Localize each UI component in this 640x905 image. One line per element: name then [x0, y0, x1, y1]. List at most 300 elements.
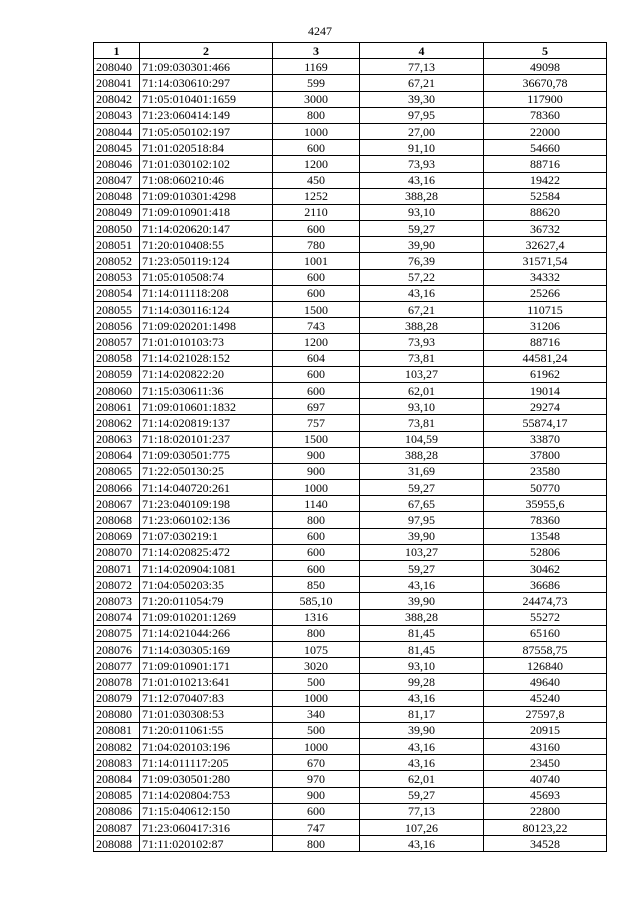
table-cell-col-1: 208049 [94, 204, 140, 220]
table-cell-col-2: 71:09:010901:171 [140, 658, 273, 674]
table-cell-col-2: 71:12:070407:83 [140, 690, 273, 706]
table-cell-col-4: 107,26 [360, 820, 484, 836]
table-row [94, 91, 607, 107]
table-cell-col-2: 71:14:030116:124 [140, 302, 273, 318]
table-cell-col-2: 71:04:020103:196 [140, 739, 273, 755]
table-cell-col-2: 71:09:010901:418 [140, 204, 273, 220]
table-cell-col-4: 43,16 [360, 577, 484, 593]
table-cell-col-4: 99,28 [360, 674, 484, 690]
table-cell-col-2: 71:14:030610:297 [140, 75, 273, 91]
table-cell-col-1: 208080 [94, 706, 140, 722]
table-cell-col-5: 88620 [484, 204, 607, 220]
table-cell-col-3: 600 [273, 269, 360, 285]
table-row [94, 415, 607, 431]
table-cell-col-5: 126840 [484, 658, 607, 674]
table-cell-col-2: 71:23:060414:149 [140, 107, 273, 123]
table-cell-col-4: 93,10 [360, 399, 484, 415]
table-row [94, 641, 607, 657]
table-row [94, 480, 607, 496]
table-cell-col-4: 73,81 [360, 415, 484, 431]
table-cell-col-5: 45693 [484, 787, 607, 803]
table-cell-col-4: 39,90 [360, 722, 484, 738]
table-row [94, 690, 607, 706]
table-cell-col-5: 36686 [484, 577, 607, 593]
table-cell-col-1: 208046 [94, 156, 140, 172]
table-cell-col-2: 71:14:040720:261 [140, 480, 273, 496]
table-cell-col-4: 59,27 [360, 480, 484, 496]
table-cell-col-3: 600 [273, 561, 360, 577]
table-cell-col-3: 1169 [273, 59, 360, 75]
table-cell-col-3: 1000 [273, 480, 360, 496]
table-cell-col-1: 208054 [94, 285, 140, 301]
table-row [94, 188, 607, 204]
column-header-4: 4 [360, 43, 484, 59]
table-cell-col-2: 71:07:030219:1 [140, 528, 273, 544]
table-row [94, 318, 607, 334]
table-cell-col-4: 43,16 [360, 690, 484, 706]
table-cell-col-1: 208047 [94, 172, 140, 188]
table-cell-col-5: 40740 [484, 771, 607, 787]
table-cell-col-2: 71:22:050130:25 [140, 463, 273, 479]
table-cell-col-1: 208044 [94, 123, 140, 139]
table-cell-col-1: 208040 [94, 59, 140, 75]
table-row [94, 674, 607, 690]
table-row [94, 447, 607, 463]
table-cell-col-5: 55874,17 [484, 415, 607, 431]
table-cell-col-5: 22800 [484, 803, 607, 819]
table-cell-col-3: 1000 [273, 123, 360, 139]
table-cell-col-3: 599 [273, 75, 360, 91]
table-cell-col-2: 71:09:030501:775 [140, 447, 273, 463]
table-row [94, 237, 607, 253]
table-cell-col-4: 39,90 [360, 237, 484, 253]
page-number: 4247 [308, 24, 332, 38]
table-cell-col-1: 208074 [94, 609, 140, 625]
table-cell-col-1: 208064 [94, 447, 140, 463]
table-row [94, 739, 607, 755]
table-row [94, 221, 607, 237]
table-cell-col-2: 71:14:011118:208 [140, 285, 273, 301]
header-row [94, 43, 607, 59]
table-cell-col-4: 388,28 [360, 318, 484, 334]
table-row [94, 771, 607, 787]
table-cell-col-3: 780 [273, 237, 360, 253]
table-cell-col-1: 208067 [94, 496, 140, 512]
table-cell-col-3: 800 [273, 625, 360, 641]
table-cell-col-1: 208086 [94, 803, 140, 819]
table-cell-col-4: 388,28 [360, 609, 484, 625]
table-cell-col-3: 600 [273, 544, 360, 560]
table-cell-col-3: 3000 [273, 91, 360, 107]
table-row [94, 706, 607, 722]
table-cell-col-5: 78360 [484, 107, 607, 123]
table-cell-col-2: 71:01:030308:53 [140, 706, 273, 722]
table-cell-col-4: 73,81 [360, 350, 484, 366]
table-cell-col-5: 61962 [484, 366, 607, 382]
table-cell-col-1: 208088 [94, 836, 140, 852]
table-cell-col-4: 93,10 [360, 658, 484, 674]
table-cell-col-4: 76,39 [360, 253, 484, 269]
table-cell-col-5: 49640 [484, 674, 607, 690]
table-cell-col-4: 43,16 [360, 755, 484, 771]
table-cell-col-4: 31,69 [360, 463, 484, 479]
table-cell-col-5: 52584 [484, 188, 607, 204]
table-row [94, 350, 607, 366]
table-cell-col-3: 600 [273, 221, 360, 237]
table-cell-col-4: 97,95 [360, 107, 484, 123]
table-cell-col-3: 1316 [273, 609, 360, 625]
table-cell-col-3: 1000 [273, 739, 360, 755]
table-cell-col-3: 757 [273, 415, 360, 431]
table-row [94, 334, 607, 350]
table-cell-col-1: 208062 [94, 415, 140, 431]
table-cell-col-1: 208084 [94, 771, 140, 787]
table-cell-col-2: 71:08:060210:46 [140, 172, 273, 188]
table-cell-col-5: 36670,78 [484, 75, 607, 91]
table-cell-col-5: 88716 [484, 156, 607, 172]
table-cell-col-3: 970 [273, 771, 360, 787]
table-cell-col-5: 55272 [484, 609, 607, 625]
table-cell-col-2: 71:04:050203:35 [140, 577, 273, 593]
table-row [94, 625, 607, 641]
table-row [94, 269, 607, 285]
table-cell-col-1: 208083 [94, 755, 140, 771]
table-cell-col-5: 43160 [484, 739, 607, 755]
table-cell-col-5: 52806 [484, 544, 607, 560]
table-row [94, 722, 607, 738]
table-cell-col-3: 600 [273, 803, 360, 819]
table-row [94, 156, 607, 172]
table-cell-col-2: 71:09:030501:280 [140, 771, 273, 787]
table-cell-col-5: 110715 [484, 302, 607, 318]
table-cell-col-1: 208065 [94, 463, 140, 479]
table-cell-col-3: 747 [273, 820, 360, 836]
table-cell-col-2: 71:14:020804:753 [140, 787, 273, 803]
table-row [94, 253, 607, 269]
table-cell-col-3: 800 [273, 836, 360, 852]
table-cell-col-4: 62,01 [360, 382, 484, 398]
table-cell-col-5: 29274 [484, 399, 607, 415]
table-row [94, 463, 607, 479]
table-cell-col-4: 77,13 [360, 59, 484, 75]
table-cell-col-4: 43,16 [360, 836, 484, 852]
table-cell-col-4: 103,27 [360, 366, 484, 382]
table-cell-col-1: 208076 [94, 641, 140, 657]
table-cell-col-4: 81,17 [360, 706, 484, 722]
table-cell-col-1: 208069 [94, 528, 140, 544]
table-row [94, 561, 607, 577]
table-cell-col-1: 208050 [94, 221, 140, 237]
table-cell-col-1: 208042 [94, 91, 140, 107]
table-cell-col-2: 71:14:020825:472 [140, 544, 273, 560]
table-cell-col-1: 208072 [94, 577, 140, 593]
table-cell-col-3: 500 [273, 722, 360, 738]
table-cell-col-5: 87558,75 [484, 641, 607, 657]
table-cell-col-3: 1075 [273, 641, 360, 657]
table-cell-col-5: 25266 [484, 285, 607, 301]
table-cell-col-5: 34528 [484, 836, 607, 852]
table-cell-col-5: 33870 [484, 431, 607, 447]
table-cell-col-5: 23450 [484, 755, 607, 771]
table-cell-col-4: 77,13 [360, 803, 484, 819]
table-row [94, 366, 607, 382]
table-cell-col-5: 45240 [484, 690, 607, 706]
table-row [94, 204, 607, 220]
table-cell-col-3: 2110 [273, 204, 360, 220]
table-cell-col-3: 1000 [273, 690, 360, 706]
table-row [94, 140, 607, 156]
table-cell-col-4: 67,65 [360, 496, 484, 512]
table-row [94, 75, 607, 91]
table-cell-col-1: 208078 [94, 674, 140, 690]
table-cell-col-2: 71:20:011054:79 [140, 593, 273, 609]
table-cell-col-2: 71:05:010401:1659 [140, 91, 273, 107]
table-cell-col-3: 340 [273, 706, 360, 722]
table-cell-col-3: 900 [273, 447, 360, 463]
table-cell-col-1: 208058 [94, 350, 140, 366]
table-cell-col-4: 93,10 [360, 204, 484, 220]
table-cell-col-2: 71:09:010301:4298 [140, 188, 273, 204]
table-cell-col-4: 103,27 [360, 544, 484, 560]
table-cell-col-3: 850 [273, 577, 360, 593]
table-row [94, 528, 607, 544]
table-cell-col-1: 208051 [94, 237, 140, 253]
table-cell-col-4: 39,90 [360, 593, 484, 609]
table-cell-col-2: 71:14:020904:1081 [140, 561, 273, 577]
table-cell-col-5: 65160 [484, 625, 607, 641]
table-cell-col-1: 208070 [94, 544, 140, 560]
table-cell-col-4: 388,28 [360, 188, 484, 204]
table-cell-col-4: 57,22 [360, 269, 484, 285]
table-cell-col-4: 97,95 [360, 512, 484, 528]
table-cell-col-5: 49098 [484, 59, 607, 75]
table-cell-col-2: 71:23:060102:136 [140, 512, 273, 528]
table-row [94, 787, 607, 803]
table-row [94, 609, 607, 625]
table-cell-col-3: 1001 [273, 253, 360, 269]
column-header-5: 5 [484, 43, 607, 59]
table-cell-col-1: 208085 [94, 787, 140, 803]
table-cell-col-3: 450 [273, 172, 360, 188]
table-cell-col-4: 59,27 [360, 561, 484, 577]
table-cell-col-1: 208053 [94, 269, 140, 285]
table-row [94, 285, 607, 301]
table-cell-col-5: 19422 [484, 172, 607, 188]
table-cell-col-3: 600 [273, 285, 360, 301]
table-cell-col-5: 23580 [484, 463, 607, 479]
table-cell-col-2: 71:14:021044:266 [140, 625, 273, 641]
table-row [94, 820, 607, 836]
table-cell-col-3: 3020 [273, 658, 360, 674]
table-cell-col-2: 71:01:010213:641 [140, 674, 273, 690]
table-cell-col-1: 208043 [94, 107, 140, 123]
table-cell-col-2: 71:20:011061:55 [140, 722, 273, 738]
table-cell-col-3: 604 [273, 350, 360, 366]
table-cell-col-2: 71:14:011117:205 [140, 755, 273, 771]
table-cell-col-3: 1252 [273, 188, 360, 204]
table-cell-col-1: 208057 [94, 334, 140, 350]
table-body [94, 59, 607, 852]
table-row [94, 755, 607, 771]
table-row [94, 382, 607, 398]
table-cell-col-3: 1200 [273, 156, 360, 172]
table-cell-col-4: 81,45 [360, 625, 484, 641]
table-cell-col-2: 71:09:020201:1498 [140, 318, 273, 334]
table-row [94, 803, 607, 819]
table-cell-col-2: 71:15:040612:150 [140, 803, 273, 819]
table-cell-col-1: 208056 [94, 318, 140, 334]
table-cell-col-3: 600 [273, 140, 360, 156]
table-cell-col-2: 71:23:060417:316 [140, 820, 273, 836]
table-cell-col-3: 1140 [273, 496, 360, 512]
table-cell-col-4: 73,93 [360, 334, 484, 350]
table-cell-col-2: 71:05:010508:74 [140, 269, 273, 285]
table-cell-col-1: 208066 [94, 480, 140, 496]
table-cell-col-4: 27,00 [360, 123, 484, 139]
table-row [94, 496, 607, 512]
table-cell-col-3: 900 [273, 787, 360, 803]
table-cell-col-4: 62,01 [360, 771, 484, 787]
table-row [94, 107, 607, 123]
table-cell-col-3: 697 [273, 399, 360, 415]
table-cell-col-2: 71:05:050102:197 [140, 123, 273, 139]
table-cell-col-2: 71:18:020101:237 [140, 431, 273, 447]
table-cell-col-1: 208055 [94, 302, 140, 318]
table-cell-col-5: 54660 [484, 140, 607, 156]
table-cell-col-3: 670 [273, 755, 360, 771]
column-header-1: 1 [94, 43, 140, 59]
table-cell-col-4: 104,59 [360, 431, 484, 447]
table-cell-col-5: 27597,8 [484, 706, 607, 722]
table-cell-col-1: 208059 [94, 366, 140, 382]
table-row [94, 836, 607, 852]
table-cell-col-2: 71:15:030611:36 [140, 382, 273, 398]
table-row [94, 59, 607, 75]
table-cell-col-4: 73,93 [360, 156, 484, 172]
table-cell-col-5: 44581,24 [484, 350, 607, 366]
table-cell-col-4: 59,27 [360, 787, 484, 803]
table-row [94, 302, 607, 318]
table-cell-col-2: 71:14:021028:152 [140, 350, 273, 366]
table-row [94, 577, 607, 593]
table-cell-col-1: 208081 [94, 722, 140, 738]
table-cell-col-1: 208079 [94, 690, 140, 706]
table-row [94, 431, 607, 447]
table-cell-col-1: 208077 [94, 658, 140, 674]
table-cell-col-1: 208061 [94, 399, 140, 415]
table-cell-col-5: 37800 [484, 447, 607, 463]
table-cell-col-5: 13548 [484, 528, 607, 544]
table-cell-col-4: 81,45 [360, 641, 484, 657]
table-cell-col-5: 32627,4 [484, 237, 607, 253]
table-row [94, 123, 607, 139]
table-cell-col-5: 22000 [484, 123, 607, 139]
table-cell-col-4: 39,30 [360, 91, 484, 107]
table-cell-col-3: 600 [273, 528, 360, 544]
table-cell-col-3: 1200 [273, 334, 360, 350]
table-cell-col-3: 743 [273, 318, 360, 334]
table-cell-col-4: 43,16 [360, 285, 484, 301]
table-cell-col-5: 20915 [484, 722, 607, 738]
table-cell-col-5: 35955,6 [484, 496, 607, 512]
table-cell-col-1: 208052 [94, 253, 140, 269]
table-cell-col-1: 208073 [94, 593, 140, 609]
table-row [94, 512, 607, 528]
table-cell-col-5: 36732 [484, 221, 607, 237]
table-cell-col-5: 50770 [484, 480, 607, 496]
table-row [94, 593, 607, 609]
table-cell-col-3: 500 [273, 674, 360, 690]
table-cell-col-5: 24474,73 [484, 593, 607, 609]
table-cell-col-3: 800 [273, 512, 360, 528]
table-cell-col-2: 71:14:020620:147 [140, 221, 273, 237]
table-cell-col-3: 1500 [273, 431, 360, 447]
table-cell-col-1: 208060 [94, 382, 140, 398]
table-cell-col-4: 43,16 [360, 739, 484, 755]
table-cell-col-4: 67,21 [360, 75, 484, 91]
table-row [94, 172, 607, 188]
table-cell-col-2: 71:14:020822:20 [140, 366, 273, 382]
table-cell-col-1: 208075 [94, 625, 140, 641]
table-cell-col-1: 208048 [94, 188, 140, 204]
table-cell-col-2: 71:11:020102:87 [140, 836, 273, 852]
table-cell-col-2: 71:23:040109:198 [140, 496, 273, 512]
table-cell-col-2: 71:09:010601:1832 [140, 399, 273, 415]
table-cell-col-4: 43,16 [360, 172, 484, 188]
table-cell-col-3: 600 [273, 366, 360, 382]
table-cell-col-5: 78360 [484, 512, 607, 528]
table-cell-col-3: 1500 [273, 302, 360, 318]
table-cell-col-2: 71:09:010201:1269 [140, 609, 273, 625]
table-cell-col-3: 600 [273, 382, 360, 398]
column-header-3: 3 [273, 43, 360, 59]
table-cell-col-5: 117900 [484, 91, 607, 107]
table-cell-col-4: 59,27 [360, 221, 484, 237]
table-cell-col-1: 208041 [94, 75, 140, 91]
table-row [94, 544, 607, 560]
table-cell-col-4: 388,28 [360, 447, 484, 463]
table-cell-col-1: 208082 [94, 739, 140, 755]
table-cell-col-2: 71:20:010408:55 [140, 237, 273, 253]
table-cell-col-2: 71:14:030305:169 [140, 641, 273, 657]
table-cell-col-5: 19014 [484, 382, 607, 398]
table-cell-col-2: 71:01:020518:84 [140, 140, 273, 156]
table-cell-col-1: 208063 [94, 431, 140, 447]
table-cell-col-2: 71:14:020819:137 [140, 415, 273, 431]
table-cell-col-5: 30462 [484, 561, 607, 577]
table-cell-col-3: 900 [273, 463, 360, 479]
table-cell-col-1: 208087 [94, 820, 140, 836]
table-cell-col-2: 71:09:030301:466 [140, 59, 273, 75]
table-cell-col-3: 585,10 [273, 593, 360, 609]
table-cell-col-2: 71:23:050119:124 [140, 253, 273, 269]
table-cell-col-1: 208068 [94, 512, 140, 528]
table-cell-col-2: 71:01:030102:102 [140, 156, 273, 172]
column-header-2: 2 [140, 43, 273, 59]
table-row [94, 399, 607, 415]
table-cell-col-4: 67,21 [360, 302, 484, 318]
table-cell-col-3: 800 [273, 107, 360, 123]
table-cell-col-5: 34332 [484, 269, 607, 285]
table-cell-col-5: 31206 [484, 318, 607, 334]
table-cell-col-1: 208045 [94, 140, 140, 156]
table-cell-col-4: 91,10 [360, 140, 484, 156]
table-cell-col-5: 80123,22 [484, 820, 607, 836]
table-cell-col-4: 39,90 [360, 528, 484, 544]
table-cell-col-2: 71:01:010103:73 [140, 334, 273, 350]
table-cell-col-5: 88716 [484, 334, 607, 350]
table-cell-col-5: 31571,54 [484, 253, 607, 269]
